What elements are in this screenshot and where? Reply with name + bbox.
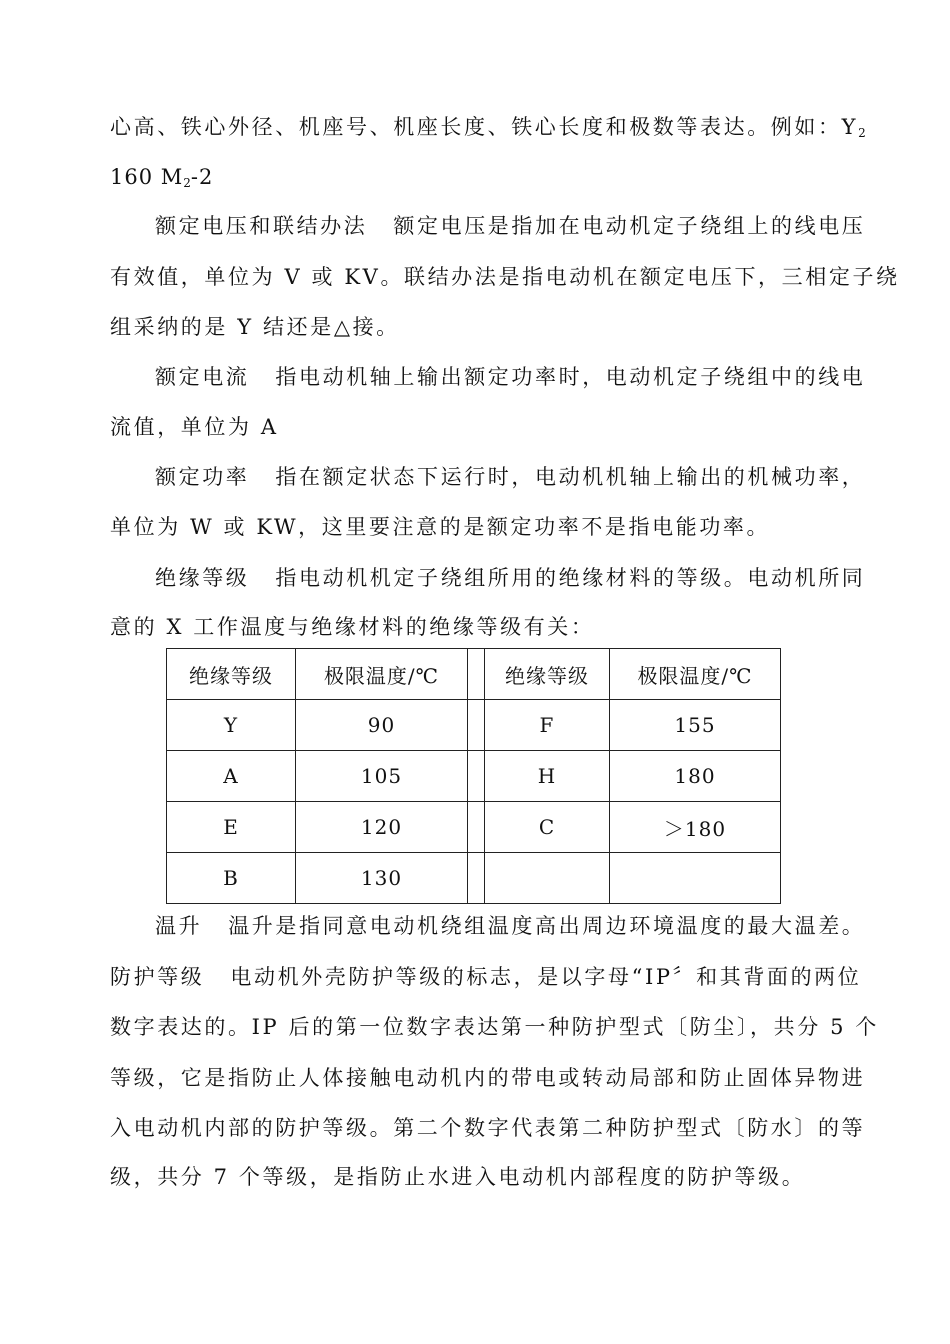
table-cell: C [485, 802, 610, 853]
subscript: 2 [183, 176, 191, 190]
table-cell: 120 [296, 802, 468, 853]
insulation-class-table [166, 648, 781, 904]
table-spacer-cell [468, 700, 485, 751]
term-label: 额定功率 [155, 465, 250, 489]
table-header-cell: 绝缘等级 [485, 649, 610, 700]
table-cell: 180 [610, 751, 781, 802]
paragraph-rated-voltage [155, 211, 866, 241]
text-line: 等级，它是指防止人体接触电动机内的带电或转动局部和防止固体异物进 [110, 1066, 866, 1090]
text-line: 组采纳的是 Y 结还是△接。 [110, 315, 400, 339]
table-row [167, 700, 781, 751]
table-row [167, 751, 781, 802]
term-label: 额定电流 [155, 365, 250, 389]
text-span: 指电动机轴上输出额定功率时，电动机定子绕组中的线电 [275, 365, 866, 389]
table-header-row [167, 649, 781, 700]
text-line: 单位为 W 或 KW，这里要注意的是额定功率不是指电能功率。 [110, 515, 771, 539]
text-span: 温升是指同意电动机绕组温度高出周边环境温度的最大温差。 [228, 914, 866, 938]
text-line: 入电动机内部的防护等级。第二个数字代表第二种防护型式〔防水〕的等 [110, 1116, 866, 1140]
text-line: 流值，单位为 A [110, 415, 279, 439]
table-spacer-cell [468, 802, 485, 853]
table-cell: B [167, 853, 296, 904]
term-label: 温升 [155, 914, 203, 938]
table-header-cell: 极限温度/℃ [296, 649, 468, 700]
table-cell: H [485, 751, 610, 802]
table-spacer-cell [468, 649, 485, 700]
text-line: 意的 X 工作温度与绝缘材料的绝缘等级有关： [110, 615, 595, 639]
paragraph-rated-current [155, 362, 866, 392]
table-row [167, 853, 781, 904]
term-label: 额定电压和联结办法 [155, 214, 368, 238]
table-cell [610, 853, 781, 904]
text-span: -2 [190, 165, 214, 189]
subscript: 2 [858, 126, 866, 140]
text-span: 心高、铁心外径、机座号、机座长度、铁心长度和极数等表达。例如：Y [110, 115, 859, 139]
text-span: 指在额定状态下运行时，电动机机轴上输出的机械功率， [275, 465, 866, 489]
table-cell: Y [167, 700, 296, 751]
table-row [167, 802, 781, 853]
table-cell: 130 [296, 853, 468, 904]
text-line [110, 112, 866, 148]
text-span: 电动机外壳防护等级的标志，是以字母“IP〞和其背面的两位 [230, 965, 862, 989]
table-cell: F [485, 700, 610, 751]
table-spacer-cell [468, 751, 485, 802]
table-cell: A [167, 751, 296, 802]
text-span: 指电动机机定子绕组所用的绝缘材料的等级。电动机所同 [275, 566, 866, 590]
paragraph-rated-power [155, 462, 866, 492]
paragraph-protection-class [110, 962, 862, 992]
table-cell: E [167, 802, 296, 853]
text-span: 160 M [110, 165, 184, 189]
table-spacer-cell [468, 853, 485, 904]
term-label: 绝缘等级 [155, 566, 250, 590]
term-label: 防护等级 [110, 965, 205, 989]
table-cell: 105 [296, 751, 468, 802]
table-header-cell: 绝缘等级 [167, 649, 296, 700]
text-line [110, 162, 840, 198]
text-line: 有效值，单位为 V 或 KV。联结办法是指电动机在额定电压下，三相定子绕 [110, 265, 900, 289]
table-cell: 155 [610, 700, 781, 751]
table-cell: 90 [296, 700, 468, 751]
table-cell: ＞180 [610, 802, 781, 853]
paragraph-temperature-rise [155, 911, 866, 941]
table-cell [485, 853, 610, 904]
text-span: 额定电压是指加在电动机定子绕组上的线电压 [393, 214, 866, 238]
text-line: 数字表达的。IP 后的第一位数字表达第一种防护型式〔防尘〕，共分 5 个 [110, 1015, 879, 1039]
paragraph-insulation [155, 563, 866, 593]
table-header-cell: 极限温度/℃ [610, 649, 781, 700]
text-line: 级，共分 7 个等级，是指防止水进入电动机内部程度的防护等级。 [110, 1165, 806, 1189]
